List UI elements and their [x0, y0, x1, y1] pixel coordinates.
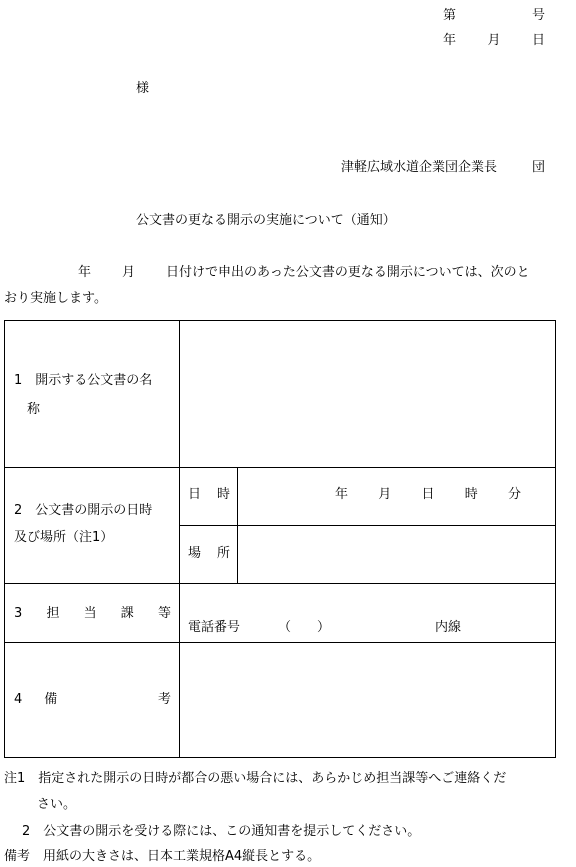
datetime-label-time: 時 — [216, 487, 230, 502]
row4-label-number: 4 — [14, 692, 23, 707]
document-title: 公文書の更なる開示の実施について（通知） — [136, 213, 396, 228]
intro-year: 年 — [78, 265, 92, 280]
phone-area-code: （ ） — [278, 620, 331, 635]
row3-label-char1: 担 — [46, 606, 60, 621]
intro-line1: 日付けで申出のあった公文書の更なる開示については、次のと — [166, 265, 530, 280]
place-label — [188, 547, 230, 560]
datetime-minute: 分 — [507, 487, 521, 502]
row3-label-char2: 当 — [83, 606, 97, 621]
datetime-label-day: 日 — [188, 487, 202, 502]
row3-label-char3: 課 — [120, 606, 134, 621]
date-year: 年 — [443, 33, 457, 48]
issuer-name: 津軽広域水道企業団企業長 — [341, 160, 498, 175]
datetime-year: 年 — [335, 487, 349, 502]
row3-label-char4: 等 — [157, 606, 171, 621]
divider-row2 — [5, 583, 555, 584]
place-label-char1: 場 — [188, 546, 202, 561]
datetime-label — [188, 488, 230, 501]
date-month: 月 — [487, 33, 501, 48]
date-day: 日 — [531, 33, 545, 48]
note1-line1: 注1 指定された開示の日時が都合の悪い場合には、あらかじめ担当課等へご連絡くだ — [4, 771, 507, 786]
row3-label — [14, 607, 171, 620]
divider-row1 — [5, 467, 555, 468]
disclosure-table — [4, 320, 556, 758]
intro-month: 月 — [122, 265, 136, 280]
divider-row3 — [5, 642, 555, 643]
row4-label-char2: 考 — [157, 692, 171, 707]
note2: 2 公文書の開示を受ける際には、この通知書を提示してください。 — [22, 824, 421, 839]
row2-label-line1: 2 公文書の開示の日時 — [14, 503, 153, 518]
issuer-seal: 団 — [532, 160, 546, 175]
row1-label-line2: 称 — [27, 402, 41, 417]
row1-label-line1: 1 開示する公文書の名 — [14, 373, 153, 388]
number-suffix: 号 — [531, 8, 545, 23]
intro-line2: おり実施します。 — [4, 291, 107, 306]
row3-label-number: 3 — [14, 606, 23, 621]
phone-label: 電話番号 — [188, 620, 241, 635]
note1-line2: さい。 — [37, 797, 77, 812]
number-prefix: 第 — [443, 8, 457, 23]
datetime-hour: 時 — [464, 487, 478, 502]
addressee-suffix: 様 — [136, 81, 150, 96]
divider-label-column — [179, 321, 180, 757]
extension-label: 内線 — [435, 620, 462, 635]
document-number — [443, 4, 545, 23]
row2-label-line2: 及び場所（注1） — [14, 530, 114, 545]
row4-label — [14, 693, 171, 706]
divider-sublabel-column — [237, 467, 238, 583]
datetime-month: 月 — [378, 487, 392, 502]
divider-datetime-place — [179, 525, 555, 526]
datetime-day: 日 — [421, 487, 435, 502]
row4-label-char1: 備 — [44, 692, 58, 707]
document-date — [443, 29, 545, 48]
row4-label-left — [14, 693, 57, 706]
remark: 備考 用紙の大きさは、日本工業規格A4縦長とする。 — [4, 849, 321, 864]
datetime-value — [335, 488, 521, 501]
place-label-char2: 所 — [216, 546, 230, 561]
